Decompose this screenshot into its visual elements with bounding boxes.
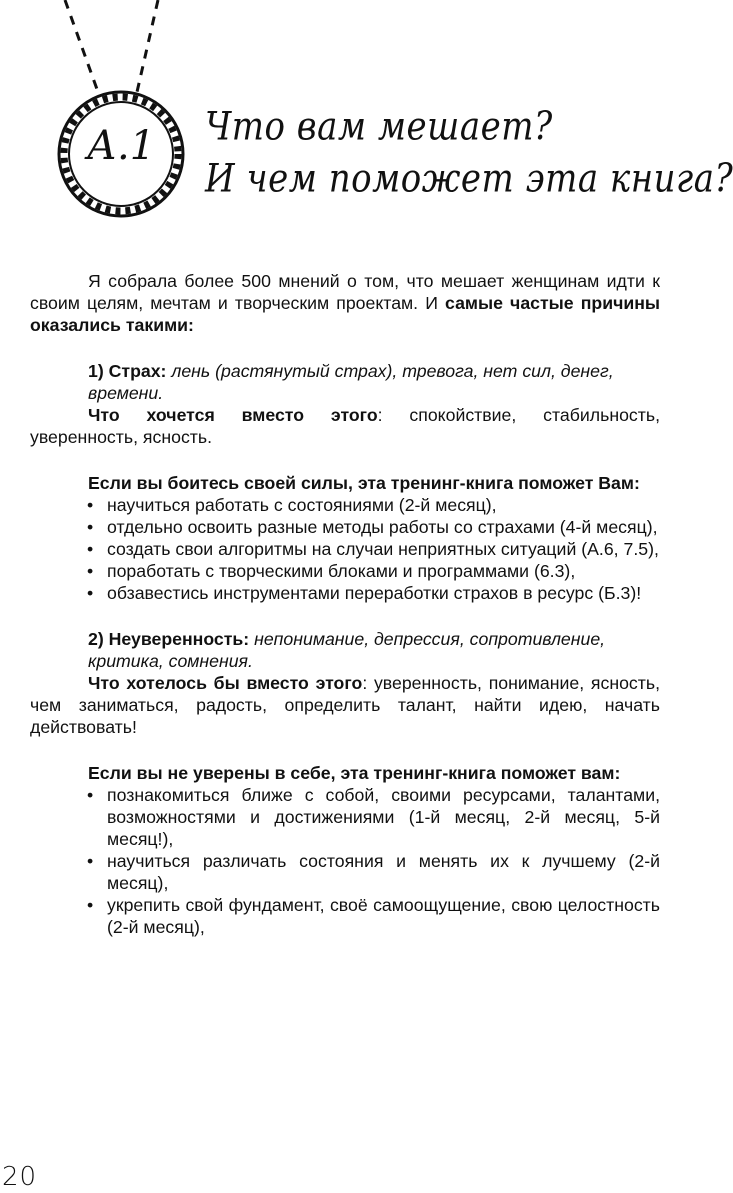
insecurity-heading (30, 628, 660, 672)
list-item (30, 894, 660, 938)
list-item-text: отдельно освоить разные методы работы со страхами (4-й месяц), (107, 517, 658, 537)
fear-description: лень (растянутый страх), тревога, нет сил, денег, времени. (88, 361, 614, 403)
bullet: • (87, 583, 94, 603)
intro-text: Я собрала более 500 мнений о том, что мешает женщинам идти к своим целям, мечтам и творческим проектам. И (30, 271, 660, 313)
insecurity-description: непонимание, депрессия, сопротивление, критика, сомнения. (88, 629, 606, 671)
bullet: • (87, 785, 94, 805)
list-item (30, 582, 660, 604)
insecurity-want-text: : уверенность, понимание, ясность, чем заниматься, радость, определить талант, найти идею, начать действовать! (30, 673, 661, 737)
list-item-text: познакомиться ближе с собой, своими ресурсами, талантами, возможностями и достижениями (1-й месяц, 2-й месяц, 5-й месяц!), (107, 785, 660, 849)
insecurity-list-heading-text: Если вы не уверены в себе, эта тренинг-книга поможет вам: (88, 763, 621, 783)
intro-paragraph (30, 270, 660, 336)
fear-want-label: Что хочется вместо этого (88, 405, 378, 425)
list-item (30, 850, 660, 894)
bullet: • (87, 895, 94, 915)
bullet: • (87, 851, 94, 871)
insecurity-list-heading (30, 762, 660, 784)
insecurity-want-label: Что хотелось бы вместо этого (88, 673, 363, 693)
bullet: • (87, 495, 94, 515)
fear-list (30, 494, 660, 604)
insecurity-want-paragraph (30, 672, 660, 738)
page-title-line2: И чем поможет эта книга? (205, 156, 733, 202)
list-item-text: научиться различать состояния и менять их к лучшему (2-й месяц), (107, 851, 660, 893)
bullet: • (87, 517, 94, 537)
page-number: 20 (2, 1162, 38, 1192)
list-item-text: создать свои алгоритмы на случаи неприятных ситуаций (А.6, 7.5), (107, 539, 659, 559)
list-item-text: поработать с творческими блоками и программами (6.3), (107, 561, 576, 581)
bullet: • (87, 539, 94, 559)
list-item (30, 784, 660, 850)
list-item (30, 516, 660, 538)
fear-list-heading (30, 472, 660, 494)
intro-bold: самые частые причины оказались такими: (30, 293, 660, 335)
insecurity-list (30, 784, 660, 938)
bullet: • (87, 561, 94, 581)
fear-heading (30, 360, 660, 404)
fear-list-heading-text: Если вы боитесь своей силы, эта тренинг-книга поможет Вам: (88, 473, 640, 493)
hanging-string-right (137, 0, 158, 92)
page-title-line1: Что вам мешает? (205, 104, 553, 150)
fear-label: 1) Страх: (88, 361, 167, 381)
body-text (30, 270, 660, 938)
list-item-text: обзавестись инструментами переработки страхов в ресурс (Б.3)! (107, 583, 642, 603)
list-item-text: научиться работать с состояниями (2-й месяц), (107, 495, 497, 515)
insecurity-label: 2) Неуверенность: (88, 629, 250, 649)
list-item (30, 560, 660, 582)
list-item (30, 494, 660, 516)
fear-want-text: : спокойствие, стабильность, уверенность, ясность. (30, 405, 660, 447)
list-item (30, 538, 660, 560)
list-item-text: укрепить свой фундамент, своё самоощущение, свою целостность (2-й месяц), (107, 895, 660, 937)
fear-want-paragraph (30, 404, 660, 448)
hanging-string-left (65, 0, 98, 92)
chapter-label: А.1 (86, 123, 156, 169)
